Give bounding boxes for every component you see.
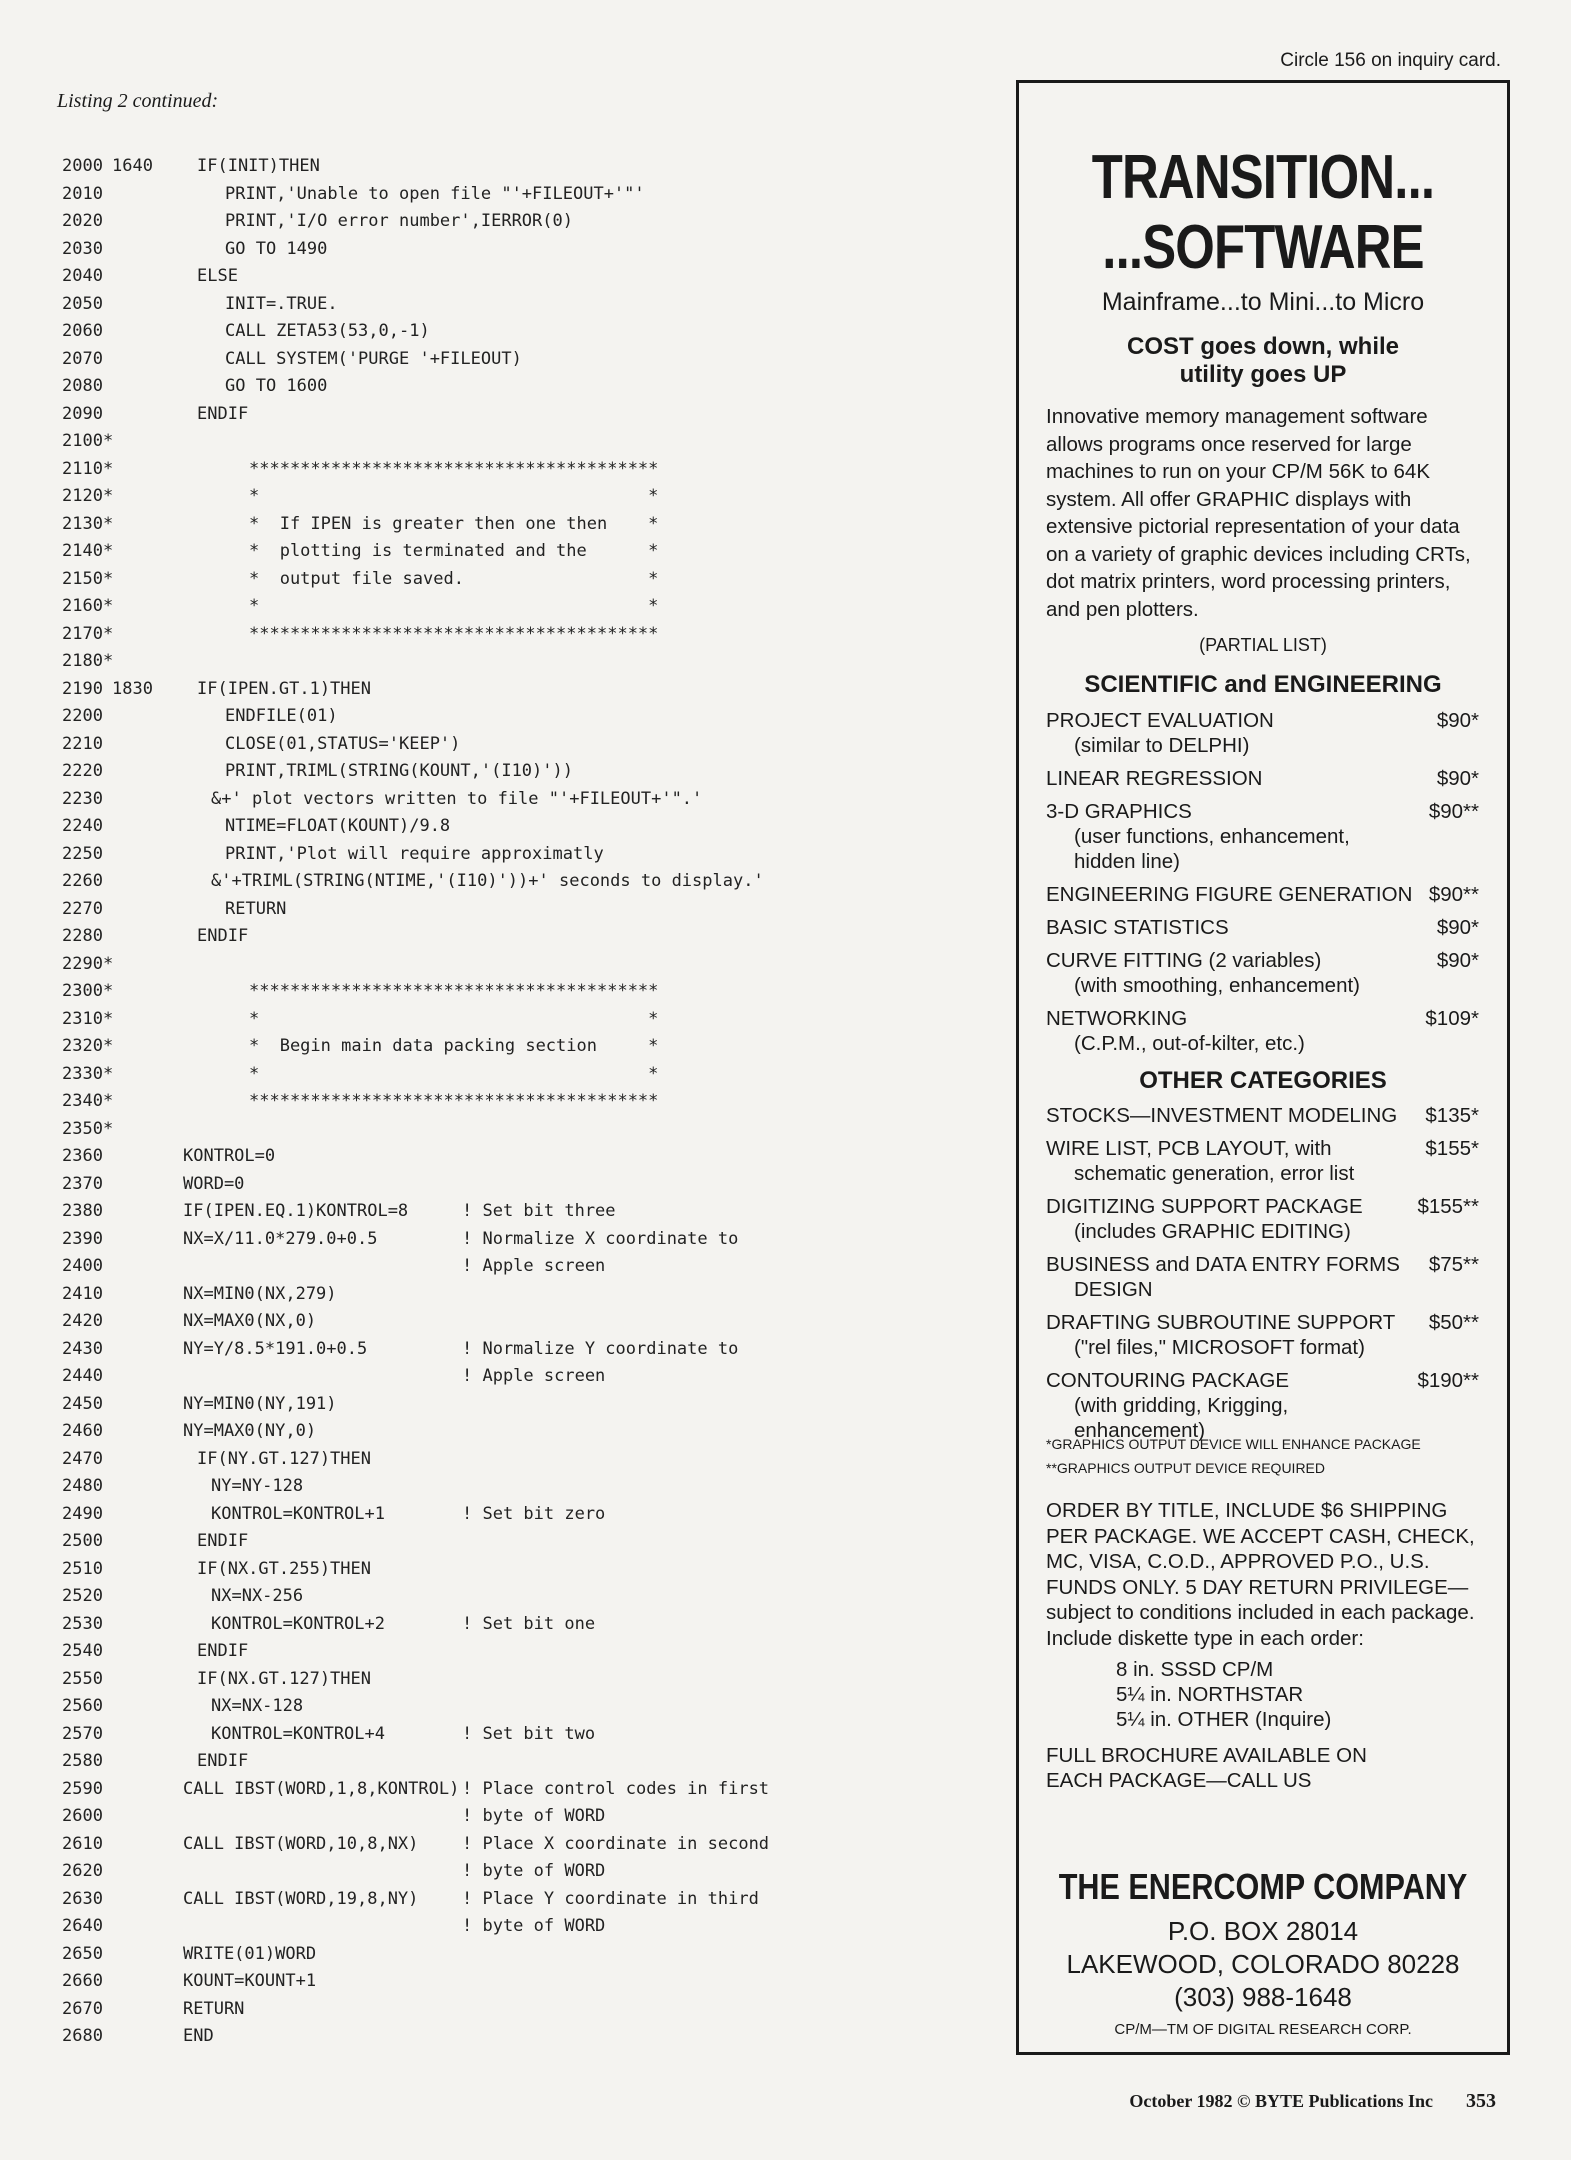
line-number: 2460 [62,1421,103,1441]
code-text: NTIME=FLOAT(KOUNT)/9.8 [225,816,451,836]
line-number: 2030 [62,238,103,259]
code-comment: ! Place X coordinate in second [462,1833,770,1854]
line-number: 2540 [62,1641,103,1661]
code-text: **************************************** [249,458,659,479]
line-number: 2230 [62,788,103,809]
line-number: 2580 [62,1751,103,1771]
product-price: $50** [1428,1311,1479,1334]
code-text: NX=NX-256 [211,1586,304,1606]
trademark-note: CP/M—TM OF DIGITAL RESEARCH CORP. [1114,2021,1412,2038]
line-number: 2550 [62,1668,103,1689]
code-comment: ! Set bit zero [462,1503,606,1524]
line-number: 2180* [62,651,114,671]
product-item [1046,882,1479,907]
code-text: INIT=.TRUE. [225,293,338,314]
product-name: BASIC STATISTICS [1046,916,1229,939]
order-text: ORDER BY TITLE, INCLUDE $6 SHIPPING PER PACKAGE. WE ACCEPT CASH, CHECK, MC, VISA, C.O.D., APPROVED P.O., U.S. FUNDS ONLY. 5 DAY RETURN PRIVILEGE—subject to conditions included in each package. Include diskette type in each order: [1046,1499,1475,1650]
line-number: 2520 [62,1586,103,1606]
partial-list-label: (PARTIAL LIST) [1199,635,1327,655]
code-text: CALL IBST(WORD,19,8,NY) [183,1888,419,1909]
product-name: STOCKS—INVESTMENT MODELING [1046,1104,1398,1127]
product-name: CONTOURING PACKAGE [1046,1369,1289,1392]
code-text: * * [249,486,659,506]
line-number: 2250 [62,843,103,864]
code-text: ENDIF [197,1751,249,1771]
line-number: 2410 [62,1283,103,1304]
code-text: * If IPEN is greater then one then * [249,513,659,534]
product-name: DIGITIZING SUPPORT PACKAGE [1046,1195,1363,1218]
city: LAKEWOOD, COLORADO 80228 [1066,1949,1460,1979]
line-number: 2120* [62,486,114,506]
line-number: 2100* [62,431,114,451]
line-number: 2170* [62,623,114,644]
product-description: (includes GRAPHIC EDITING) [1074,1220,1351,1243]
product-name: BUSINESS and DATA ENTRY FORMS [1046,1253,1400,1276]
line-number: 2420 [62,1311,103,1331]
code-text: NY=Y/8.5*191.0+0.5 [183,1338,368,1359]
po-box: P.O. BOX 28014 [1167,1916,1359,1946]
code-comment: ! byte of WORD [462,1806,606,1826]
code-text: &+' plot vectors written to file "'+FILEOUT+'".' [211,788,703,809]
line-number: 2430 [62,1338,103,1359]
code-text: RETURN [225,898,287,919]
code-text: NX=NX-128 [211,1696,304,1716]
code-text: NX=MAX0(NX,0) [183,1311,317,1331]
code-text: ENDIF [197,1641,249,1661]
code-comment: ! Normalize Y coordinate to [462,1338,739,1359]
listing-title: Listing 2 continued: [57,90,219,112]
code-text: CALL IBST(WORD,1,8,KONTROL) [183,1778,460,1799]
code-text: IF(NX.GT.255)THEN [197,1558,371,1579]
line-number: 2140* [62,541,114,561]
line-number: 2650 [62,1943,103,1964]
line-number: 2450 [62,1393,103,1414]
code-text: ENDIF [197,1531,249,1551]
code-text: IF(IPEN.EQ.1)KONTROL=8 [183,1201,409,1221]
line-number: 2610 [62,1833,103,1854]
line-number: 2670 [62,1998,103,2019]
line-number: 2660 [62,1971,103,1991]
code-text: ENDIF [197,926,249,946]
tagline: Mainframe...to Mini...to Micro [1101,288,1425,316]
code-text: PRINT,'I/O error number',IERROR(0) [225,211,573,231]
code-text: IF(IPEN.GT.1)THEN [197,678,371,699]
line-number: 2340* [62,1091,114,1111]
code-text: **************************************** [249,981,659,1001]
product-item [1046,915,1479,940]
phone: (303) 988-1648 [1174,1982,1352,2012]
line-number: 2380 [62,1201,103,1221]
code-text: * * [249,596,659,616]
line-number: 2590 [62,1778,103,1799]
product-item [1046,799,1479,874]
headline-2: ...SOFTWARE [1102,213,1424,282]
line-number: 2010 [62,183,103,204]
product-price: $155** [1417,1195,1479,1218]
line-number: 2320* [62,1036,114,1056]
code-text: END [183,2026,214,2046]
line-number: 2350* [62,1118,114,1139]
code-comment: ! Apple screen [462,1366,606,1386]
code-comment: ! Set bit three [462,1201,616,1221]
line-number: 2280 [62,926,103,946]
code-text: PRINT,'Unable to open file "'+FILEOUT+'"' [225,183,645,204]
line-number: 2020 [62,211,103,231]
product-name: CURVE FITTING (2 variables) [1046,949,1322,972]
line-number: 2210 [62,733,103,754]
brochure-text: FULL BROCHURE AVAILABLE ON EACH PACKAGE—CALL US [1046,1744,1367,1792]
scientific-list [1019,708,1507,1128]
page-number: 353 [1466,2090,1496,2112]
line-number: 2200 [62,706,103,726]
diskette-item: 5¼ in. OTHER (Inquire) [1116,1708,1332,1731]
line-number: 2270 [62,898,103,919]
line-number: 2490 [62,1503,103,1524]
circle-note: Circle 156 on inquiry card. [1280,50,1501,71]
code-text: * output file saved. * [249,568,659,589]
code-text: CALL SYSTEM('PURGE '+FILEOUT) [225,348,522,369]
code-text: CALL IBST(WORD,10,8,NX) [183,1833,419,1854]
diskette-item: 8 in. SSSD CP/M [1116,1658,1274,1681]
headline-1: TRANSITION... [1091,143,1435,212]
code-text: ELSE [197,266,238,286]
product-item [1046,1136,1479,1186]
product-item [1046,1006,1479,1056]
line-number: 2470 [62,1448,103,1469]
product-item [1046,1194,1479,1244]
line-number: 2190 [62,678,103,699]
line-number: 2070 [62,348,103,369]
line-number: 2630 [62,1888,103,1909]
code-text: PRINT,'Plot will require approximatly [225,843,604,864]
code-listing [62,153,1022,2053]
line-number: 2000 [62,156,103,176]
code-comment: ! byte of WORD [462,1916,606,1936]
product-item [1046,1310,1479,1360]
line-number: 2530 [62,1613,103,1634]
product-name: ENGINEERING FIGURE GENERATION [1046,883,1413,906]
line-number: 2480 [62,1476,103,1496]
section-other: OTHER CATEGORIES [1139,1067,1387,1094]
code-text: KONTROL=KONTROL+1 [211,1503,385,1524]
note-required: **GRAPHICS OUTPUT DEVICE REQUIRED [1046,1460,1326,1476]
code-text: &'+TRIML(STRING(NTIME,'(I10)'))+' seconds to display.' [211,871,764,891]
line-number: 2600 [62,1806,103,1826]
line-number: 2680 [62,2026,103,2046]
line-number: 2040 [62,266,103,286]
line-number: 2130* [62,513,114,534]
line-number: 2640 [62,1916,103,1936]
line-number: 2500 [62,1531,103,1551]
code-text: RETURN [183,1998,245,2019]
code-text: NX=X/11.0*279.0+0.5 [183,1228,378,1249]
line-number: 2260 [62,871,103,891]
line-number: 2240 [62,816,103,836]
product-name: LINEAR REGRESSION [1046,767,1263,790]
product-item [1046,1252,1479,1302]
note-enhance: *GRAPHICS OUTPUT DEVICE WILL ENHANCE PACKAGE [1046,1436,1421,1452]
code-comment: ! Place control codes in first [462,1778,770,1799]
code-text: * plotting is terminated and the * [249,541,659,561]
code-text: NY=MIN0(NY,191) [183,1393,337,1414]
product-name: 3-D GRAPHICS [1046,800,1192,823]
statement-label: 1830 [112,678,153,699]
product-price: $90* [1436,767,1479,790]
product-price: $90* [1436,949,1479,972]
line-number: 2050 [62,293,103,314]
code-text: IF(NY.GT.127)THEN [197,1448,371,1469]
code-text: CLOSE(01,STATUS='KEEP') [225,733,461,754]
code-text: GO TO 1600 [225,376,328,396]
issue-info: October 1982 © BYTE Publications Inc [1129,2091,1433,2111]
code-text: GO TO 1490 [225,238,328,259]
diskette-item: 5¼ in. NORTHSTAR [1116,1683,1304,1706]
subhead-2: utility goes UP [1179,361,1347,388]
subhead-1: COST goes down, while [1126,333,1399,360]
product-description: DESIGN [1074,1278,1153,1301]
code-text: WRITE(01)WORD [183,1943,317,1964]
code-comment: ! Apple screen [462,1256,606,1276]
product-item [1046,948,1479,998]
code-text: **************************************** [249,1091,659,1111]
product-price: $155* [1425,1137,1479,1160]
product-description: (with smoothing, enhancement) [1074,974,1361,997]
line-number: 2390 [62,1228,103,1249]
code-text: * * [249,1063,659,1084]
product-price: $75** [1428,1253,1479,1276]
product-name: PROJECT EVALUATION [1046,709,1274,732]
code-text: KONTROL=KONTROL+2 [211,1613,385,1634]
code-text: NX=MIN0(NX,279) [183,1283,337,1304]
product-description: schematic generation, error list [1074,1162,1355,1185]
line-number: 2510 [62,1558,103,1579]
statement-label: 1640 [112,156,153,176]
code-comment: ! Place Y coordinate in third [462,1888,759,1909]
product-description: (user functions, enhancement, hidden line) [1074,825,1350,873]
code-text: NY=MAX0(NY,0) [183,1421,317,1441]
line-number: 2220 [62,761,103,781]
line-number: 2570 [62,1723,103,1744]
product-price: $190** [1417,1369,1479,1392]
product-name: WIRE LIST, PCB LAYOUT, with [1046,1137,1332,1160]
line-number: 2360 [62,1146,103,1166]
line-number: 2300* [62,981,114,1001]
page-footer [1129,2090,1496,2113]
code-text: * Begin main data packing section * [249,1036,659,1056]
line-number: 2440 [62,1366,103,1386]
code-text: * * [249,1008,659,1029]
product-name: NETWORKING [1046,1007,1188,1030]
line-number: 2150* [62,568,114,589]
code-text: ENDFILE(01) [225,706,338,726]
code-comment: ! Set bit two [462,1723,596,1744]
product-item [1046,766,1479,791]
line-number: 2330* [62,1063,114,1084]
company-name: THE ENERCOMP COMPANY [1058,1866,1468,1907]
section-scientific: SCIENTIFIC and ENGINEERING [1084,671,1442,698]
product-price: $90** [1428,883,1479,906]
code-text: ENDIF [197,403,249,424]
intro-text: Innovative memory management software allows programs once reserved for large machines to run on your CP/M 56K to 64K system. All offer GRAPHIC displays with extensive pictorial representation of your data on a variety of graphic devices including CRTs, dot matrix printers, word processing printers, and pen plotters. [1046,405,1471,621]
code-text: NY=NY-128 [211,1476,304,1496]
line-number: 2620 [62,1861,103,1881]
product-price: $90* [1436,916,1479,939]
line-number: 2370 [62,1173,103,1194]
code-text: KONTROL=0 [183,1146,276,1166]
code-text: IF(NX.GT.127)THEN [197,1668,371,1689]
line-number: 2160* [62,596,114,616]
product-price: $109* [1425,1007,1479,1030]
product-price: $90* [1436,709,1479,732]
line-number: 2290* [62,953,114,974]
line-number: 2400 [62,1256,103,1276]
code-text: WORD=0 [183,1173,245,1194]
product-description: (with gridding, Krigging, enhancement) [1074,1394,1289,1442]
line-number: 2090 [62,403,103,424]
product-price: $135* [1425,1104,1479,1127]
product-description: (C.P.M., out-of-kilter, etc.) [1074,1032,1305,1055]
code-text: PRINT,TRIML(STRING(KOUNT,'(I10)')) [225,761,573,781]
code-text: IF(INIT)THEN [197,156,320,176]
code-comment: ! byte of WORD [462,1861,606,1881]
code-comment: ! Set bit one [462,1613,596,1634]
code-text: **************************************** [249,623,659,644]
line-number: 2310* [62,1008,114,1029]
line-number: 2080 [62,376,103,396]
product-name: DRAFTING SUBROUTINE SUPPORT [1046,1311,1396,1334]
code-text: KONTROL=KONTROL+4 [211,1723,385,1744]
product-price: $90** [1428,800,1479,823]
product-item [1046,1103,1479,1128]
line-number: 2060 [62,321,103,341]
advertisement-box [1016,80,1510,2055]
code-comment: ! Normalize X coordinate to [462,1228,739,1249]
diskette-list [1116,1657,1331,1732]
product-item [1046,708,1479,758]
line-number: 2560 [62,1696,103,1716]
code-text: KOUNT=KOUNT+1 [183,1971,317,1991]
code-text: CALL ZETA53(53,0,-1) [225,321,430,341]
product-description: ("rel files," MICROSOFT format) [1074,1336,1365,1359]
line-number: 2110* [62,458,114,479]
product-description: (similar to DELPHI) [1074,734,1250,757]
